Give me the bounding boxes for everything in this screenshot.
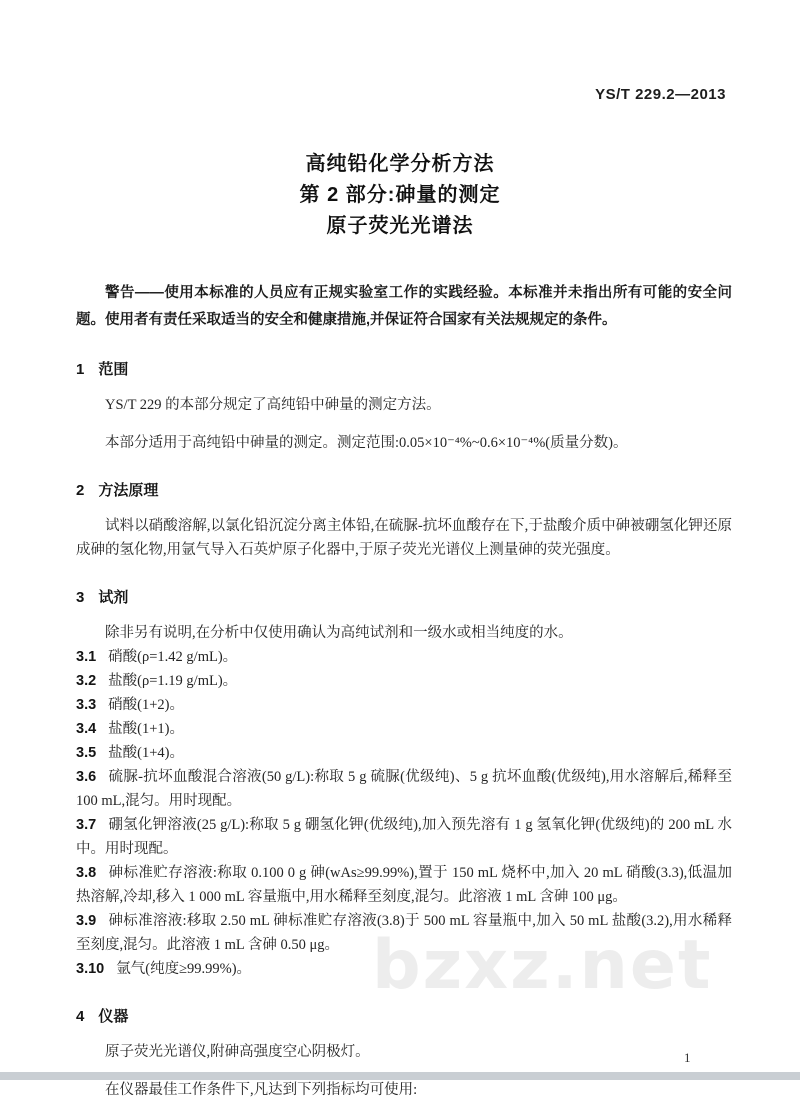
clause-number: 3.9 [76,913,97,929]
paragraph: 试料以硝酸溶解,以氯化铅沉淀分离主体铅,在硫脲-抗坏血酸存在下,于盐酸介质中砷被硼氢化钾还原成砷的氢化物,用氩气导入石英炉原子化器中,于原子荧光光谱仪上测量砷的荧光强度。 [76,518,732,558]
clause-number: 3.6 [76,769,97,785]
section-2 [76,481,732,562]
section-title: 仪器 [98,1008,129,1025]
clause-item: 3.6 硫脲-抗坏血酸混合溶液(50 g/L):称取 5 g 硫脲(优级纯)、5 g 抗坏血酸(优级纯),用水溶解后,稀释至 100 mL,混匀。用时现配。 [76,769,732,809]
paragraph: 原子荧光光谱仪,附砷高强度空心阴极灯。 [105,1044,370,1060]
page-number: 1 [684,1050,691,1065]
section-heading [76,588,732,607]
clause-number: 3.3 [76,697,97,713]
clause-item: 3.7 硼氢化钾溶液(25 g/L):称取 5 g 硼氢化钾(优级纯),加入预先溶有 1 g 氢氧化钾(优级纯)的 200 mL 水中。用时现配。 [76,817,732,857]
section-heading [76,481,732,500]
clause-item: 3.5 盐酸(1+4)。 [76,745,185,761]
section-number: 2 [76,482,85,499]
section-number: 4 [76,1008,85,1025]
clause-item: 3.3 硝酸(1+2)。 [76,697,185,713]
clause-item: 3.8 砷标准贮存溶液:称取 0.100 0 g 砷(wAs≥99.99%),置于 150 mL 烧杯中,加入 20 mL 硝酸(3.3),低温加热溶解,冷却,移入 1 000 mL 容量瓶中,用水稀释至刻度,混匀。此溶液 1 mL 含砷 100 μg。 [76,865,732,905]
section-title: 方法原理 [98,482,159,499]
title-line-1: 高纯铅化学分析方法 [305,153,495,175]
clause-item: 3.10 氩气(纯度≥99.99%)。 [76,961,252,977]
document-title [0,149,800,242]
section-title: 试剂 [98,589,129,606]
section-number: 3 [76,589,85,606]
clause-number: 3.5 [76,745,97,761]
paragraph: 本部分适用于高纯铅中砷量的测定。测定范围:0.05×10⁻⁴%~0.6×10⁻⁴%(质量分数)。 [105,435,628,451]
document-body [0,280,800,1102]
warning-paragraph: 警告——使用本标准的人员应有正规实验室工作的实践经验。本标准并未指出所有可能的安全问题。使用者有责任采取适当的安全和健康措施,并保证符合国家有关法规规定的条件。 [76,285,732,328]
clause-number: 3.4 [76,721,97,737]
watermark-text: bzxz.net [372,926,713,1005]
page-header [0,0,800,103]
section-heading [76,1007,732,1026]
section-heading [76,360,732,379]
clause-number: 3.2 [76,673,97,689]
scan-edge-bar [0,1072,800,1080]
clause-number: 3.7 [76,817,97,833]
paragraph: YS/T 229 的本部分规定了高纯铅中砷量的测定方法。 [105,397,441,413]
clause-number: 3.1 [76,649,97,665]
paragraph: 除非另有说明,在分析中仅使用确认为高纯试剂和一级水或相当纯度的水。 [105,625,573,641]
clause-number: 3.8 [76,865,97,881]
section-3 [76,588,732,981]
standard-number: YS/T 229.2—2013 [595,86,726,103]
paragraph: 在仪器最佳工作条件下,凡达到下列指标均可使用: [105,1082,418,1098]
clause-number: 3.10 [76,961,105,977]
section-4 [76,1007,732,1102]
title-line-3: 原子荧光光谱法 [326,215,474,237]
sections-container [76,360,732,1102]
section-number: 1 [76,361,85,378]
title-line-2: 第 2 部分:砷量的测定 [299,184,501,206]
clause-item: 3.2 盐酸(ρ=1.19 g/mL)。 [76,673,238,689]
clause-item: 3.4 盐酸(1+1)。 [76,721,185,737]
clause-item: 3.1 硝酸(ρ=1.42 g/mL)。 [76,649,238,665]
section-title: 范围 [98,361,129,378]
clause-item: 3.9 砷标准溶液:移取 2.50 mL 砷标准贮存溶液(3.8)于 500 mL 容量瓶中,加入 50 mL 盐酸(3.2),用水稀释至刻度,混匀。此溶液 1 mL 含砷 0.50 μg。 [76,913,732,953]
section-1 [76,360,732,455]
